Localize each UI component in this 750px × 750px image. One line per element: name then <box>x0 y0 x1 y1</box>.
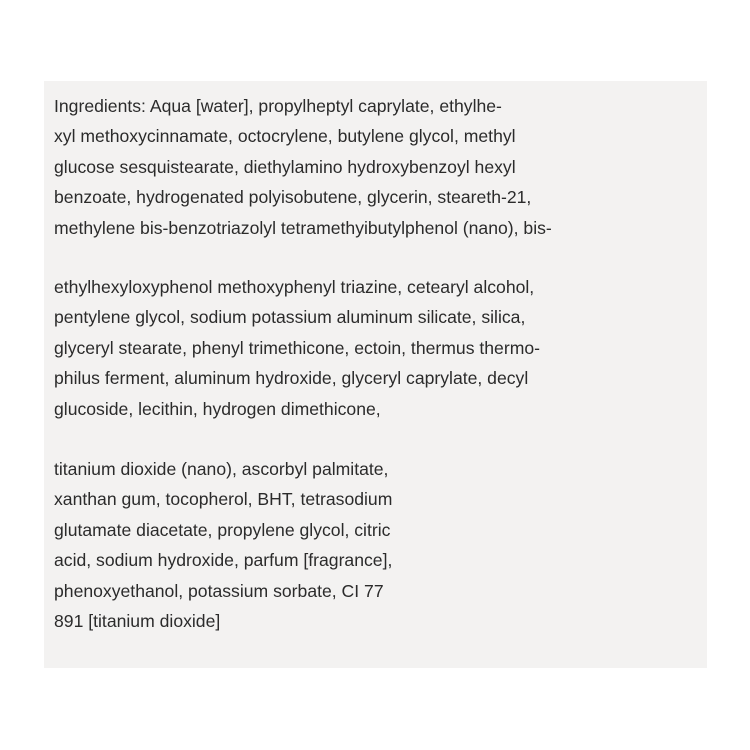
ingredients-paragraph-2 <box>54 272 707 424</box>
text-line: xyl methoxycinnamate, octocrylene, butylene glycol, methyl <box>54 126 516 147</box>
text-line: benzoate, hydrogenated polyisobutene, glycerin, steareth-21, <box>54 187 532 208</box>
text-line: acid, sodium hydroxide, parfum [fragrance], <box>54 550 393 571</box>
text-line: methylene bis-benzotriazolyl tetramethyibutylphenol (nano), bis- <box>54 217 552 238</box>
ingredients-paragraph-1 <box>54 91 707 243</box>
text-line: titanium dioxide (nano), ascorbyl palmitate, <box>54 459 389 480</box>
text-line: glucose sesquistearate, diethylamino hydroxybenzoyl hexyl <box>54 156 516 177</box>
text-line: glucoside, lecithin, hydrogen dimethicone, <box>54 398 381 419</box>
ingredients-panel <box>44 81 707 668</box>
text-line: 891 [titanium dioxide] <box>54 611 221 632</box>
text-line: xanthan gum, tocopherol, BHT, tetrasodium <box>54 489 393 510</box>
text-line: phenoxyethanol, potassium sorbate, CI 77 <box>54 580 384 601</box>
text-line: ethylhexyloxyphenol methoxyphenyl triazine, cetearyl alcohol, <box>54 277 535 298</box>
text-line: philus ferment, aluminum hydroxide, glyceryl caprylate, decyl <box>54 368 529 389</box>
text-line: pentylene glycol, sodium potassium aluminum silicate, silica, <box>54 307 526 328</box>
text-line: glyceryl stearate, phenyl trimethicone, ectoin, thermus thermo- <box>54 337 540 358</box>
text-line: Ingredients: Aqua [water], propylheptyl caprylate, ethylhe- <box>54 96 502 116</box>
text-line: glutamate diacetate, propylene glycol, citric <box>54 519 391 540</box>
ingredients-paragraph-3 <box>54 454 707 636</box>
